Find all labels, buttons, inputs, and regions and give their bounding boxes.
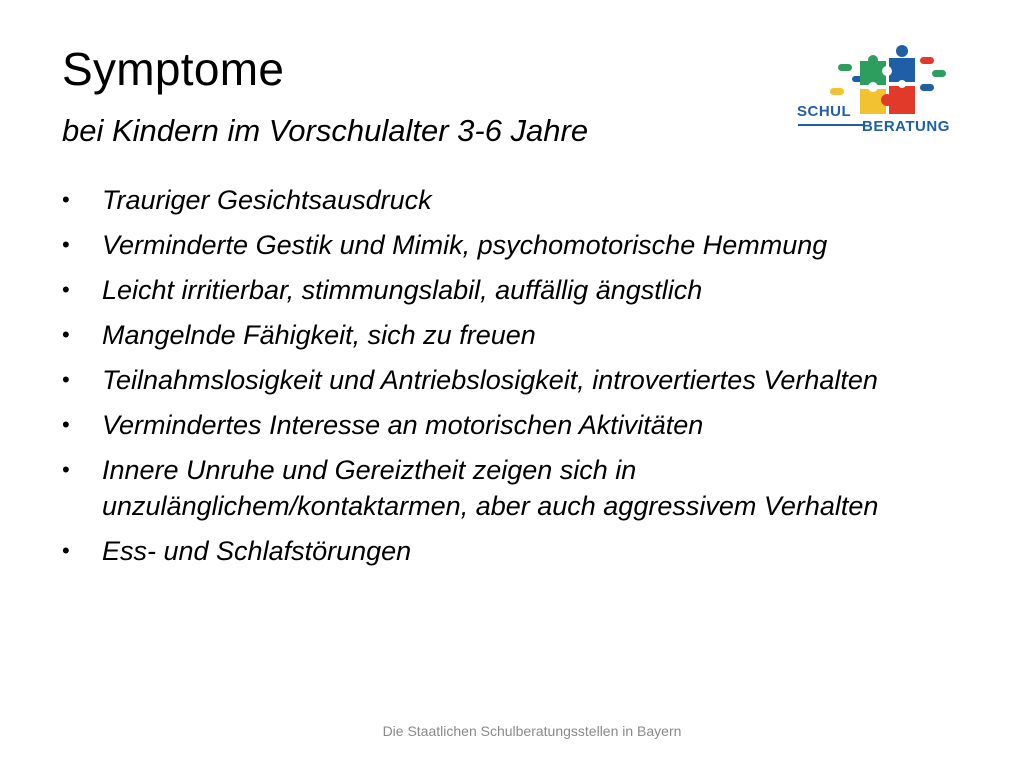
- bullet-icon: •: [62, 412, 70, 437]
- list-item: [62, 272, 962, 308]
- logo-piece-blue: [889, 58, 915, 82]
- list-item-text: Leicht irritierbar, stimmungslabil, auffällig ängstlich: [102, 275, 703, 305]
- list-item-text: Verminderte Gestik und Mimik, psychomotorische Hemmung: [102, 230, 828, 260]
- bullet-icon: •: [62, 277, 70, 302]
- logo-dash-blue-right: [920, 84, 934, 91]
- bullet-icon: •: [62, 538, 70, 563]
- list-item: [62, 362, 962, 398]
- logo-underline: [798, 124, 864, 126]
- list-item: [62, 452, 962, 524]
- list-item-text: Trauriger Gesichtsausdruck: [102, 185, 432, 215]
- slide-title: Symptome: [62, 43, 285, 95]
- list-item-text: Vermindertes Interesse an motorischen Aktivitäten: [102, 410, 704, 440]
- list-item-text: Ess- und Schlafstörungen: [102, 536, 412, 566]
- logo-dash-green: [838, 64, 852, 71]
- list-item: [62, 182, 962, 218]
- list-item: [62, 227, 962, 263]
- bullet-icon: •: [62, 322, 70, 347]
- logo-dash-green-right: [932, 70, 946, 77]
- list-item-text: Teilnahmslosigkeit und Antriebslosigkeit, introvertiertes Verhalten: [102, 365, 878, 395]
- bullet-icon: •: [62, 367, 70, 392]
- slide-footer: Die Staatlichen Schulberatungsstellen in Bayern: [382, 723, 682, 739]
- list-item-text: Mangelnde Fähigkeit, sich zu freuen: [102, 320, 536, 350]
- list-item-text: Innere Unruhe und Gereiztheit zeigen sich in unzulänglichem/kontaktarmen, aber auch aggressivem Verhalten: [102, 455, 879, 521]
- symptom-list: [62, 182, 962, 578]
- list-item: [62, 407, 962, 443]
- list-item: [62, 317, 962, 353]
- bullet-icon: •: [62, 187, 70, 212]
- bullet-icon: •: [62, 457, 70, 482]
- logo-text-schul: SCHUL: [797, 103, 852, 120]
- bullet-icon: •: [62, 232, 70, 257]
- list-item: [62, 533, 962, 569]
- slide-subtitle: bei Kindern im Vorschulalter 3-6 Jahre: [62, 113, 589, 148]
- logo-text-beratung: BERATUNG: [862, 118, 950, 135]
- schulberatung-logo: [790, 40, 970, 150]
- logo-dash-red: [920, 57, 934, 64]
- logo-dash-yellow: [830, 88, 844, 95]
